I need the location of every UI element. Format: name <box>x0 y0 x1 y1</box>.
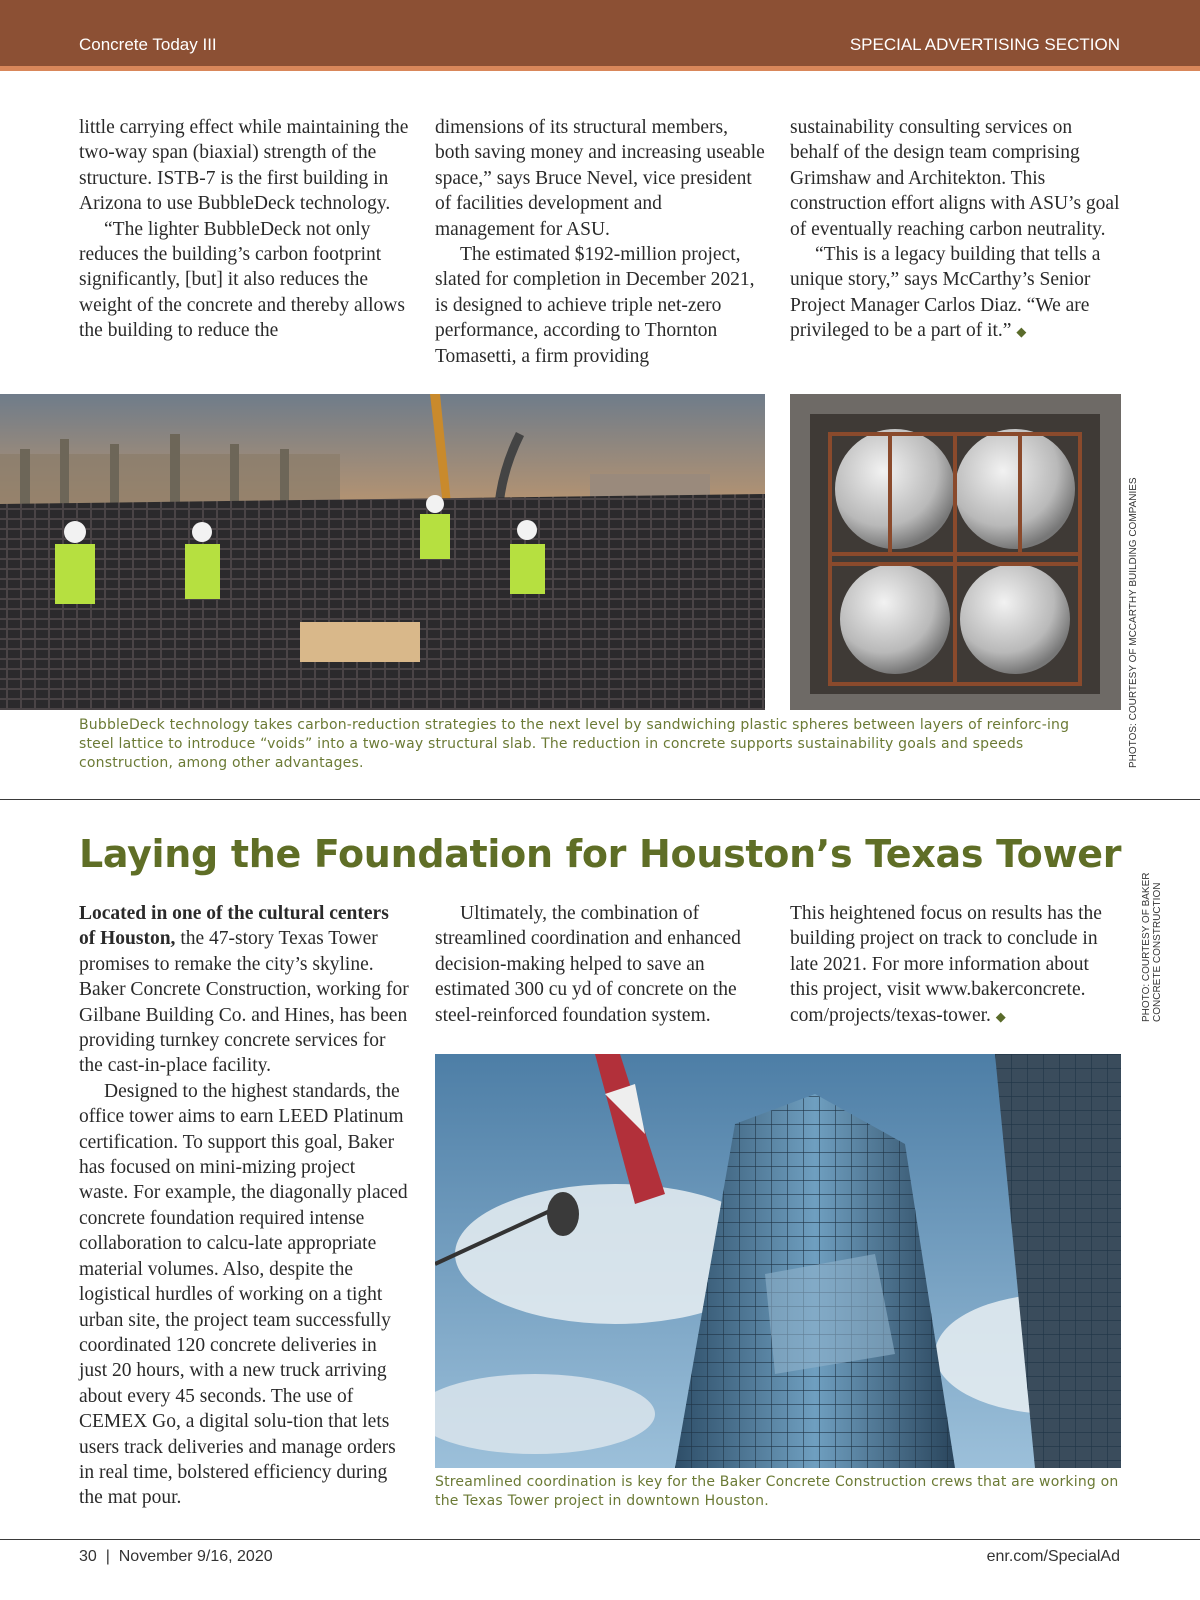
footer-url: enr.com/SpecialAd <box>986 1548 1120 1565</box>
bottom-article-column-1 <box>79 901 409 1511</box>
paragraph-text: the 47-story Texas Tower promises to remake the city’s skyline. Baker Concrete Construction, working for Gilbane Building Co. and Hines, has been providing turnkey concrete services for the cast-in-place facility. <box>79 928 409 1077</box>
paragraph: little carrying effect while maintaining the two-way span (biaxial) strength of the structure. ISTB-7 is the first building in Arizona to use BubbleDeck technology. <box>79 117 409 215</box>
top-article-column-1 <box>79 115 409 344</box>
paragraph: The estimated $192-million project, slated for completion in December 2021, is designed to achieve triple net-zero performance, according to Thornton Tomasetti, a firm providing <box>435 244 755 367</box>
paragraph: Designed to the highest standards, the office tower aims to earn LEED Platinum certification. To support this goal, Baker has focused on mini-mizing project waste. For example, the diagonally placed concrete foundation required intense collaboration to calcu-late appropriate material volumes. Also, despite the logistical hurdles of working on a tight urban site, the project team successfully coordinated 120 concrete deliveries in just 20 hours, with a new truck arriving about every 45 seconds. The use of CEMEX Go, a digital solu-tion that lets users track deliveries and manage orders in real time, bolstered efficiency during the mat pour. <box>79 1080 408 1509</box>
top-article-column-3 <box>790 115 1120 345</box>
section-label: SPECIAL ADVERTISING SECTION <box>849 35 1120 54</box>
paragraph: dimensions of its structural members, both saving money and increasing useable space,” says Bruce Nevel, vice president of facilities development and management for ASU. <box>435 117 765 240</box>
article-headline: Laying the Foundation for Houston’s Texas Tower <box>79 832 1122 876</box>
bottom-article-column-2 <box>435 901 765 1028</box>
paragraph-text: This heightened focus on results has the building project on track to conclude in late 2021. For more information about this project, visit www.bakerconcrete. com/projects/texas-tower. <box>790 903 1102 1026</box>
page-header <box>0 0 1200 66</box>
footer-divider <box>0 1539 1200 1540</box>
header-rule <box>0 66 1200 71</box>
photo-credit-line: PHOTO: COURTESY OF BAKER <box>1141 872 1152 1022</box>
top-photo-caption: BubbleDeck technology takes carbon-reduction strategies to the next level by sandwiching plastic spheres between layers of reinforc-ing steel lattice to introduce “voids” into a two-way structural slab. The reduction in concrete supports sustainability goals and speeds construction, among other advantages. <box>79 717 1070 771</box>
paragraph: “The lighter BubbleDeck not only reduces the building’s carbon footprint significantly, [but] it also reduces the weight of the concrete and thereby allows the building to reduce the <box>79 218 405 342</box>
lead-in: Located in one of the cultural centers of Houston, <box>79 903 389 950</box>
photo-credit-line: CONCRETE CONSTRUCTION <box>1152 882 1163 1022</box>
page-number-date: 30 | November 9/16, 2020 <box>79 1548 273 1565</box>
photo-credit <box>1141 873 1163 1022</box>
end-mark-icon: ◆ <box>995 1008 1006 1024</box>
publication-name: Concrete Today III <box>79 35 217 54</box>
paragraph <box>79 901 409 1079</box>
bottom-photo-caption: Streamlined coordination is key for the Baker Concrete Construction crews that are working on the Texas Tower project in downtown Houston. <box>435 1474 1119 1509</box>
section-divider <box>0 799 1200 800</box>
texas-tower-photo <box>435 1054 1121 1468</box>
paragraph: Ultimately, the combination of streamlined coordination and enhanced decision-making helped to save an estimated 300 cu yd of concrete on the steel-reinforced foundation system. <box>435 903 741 1026</box>
paragraph: sustainability consulting services on behalf of the design team comprising Grimshaw and Architekton. This construction effort aligns with ASU’s goal of eventually reaching carbon neutrality. <box>790 117 1120 240</box>
top-article-column-2 <box>435 115 765 369</box>
paragraph-text: “This is a legacy building that tells a unique story,” says McCarthy’s Senior Project Manager Carlos Diaz. “We are privileged to be a part of it.” <box>790 244 1101 342</box>
bubbledeck-spheres-photo <box>790 394 1121 710</box>
photo-credit: PHOTOS: COURTESY OF MCCARTHY BUILDING COMPANIES <box>1128 477 1139 768</box>
bottom-article-column-3 <box>790 901 1120 1029</box>
construction-site-photo <box>0 394 765 710</box>
end-mark-icon: ◆ <box>1016 324 1027 340</box>
paragraph <box>790 901 1120 1029</box>
paragraph <box>790 242 1120 345</box>
